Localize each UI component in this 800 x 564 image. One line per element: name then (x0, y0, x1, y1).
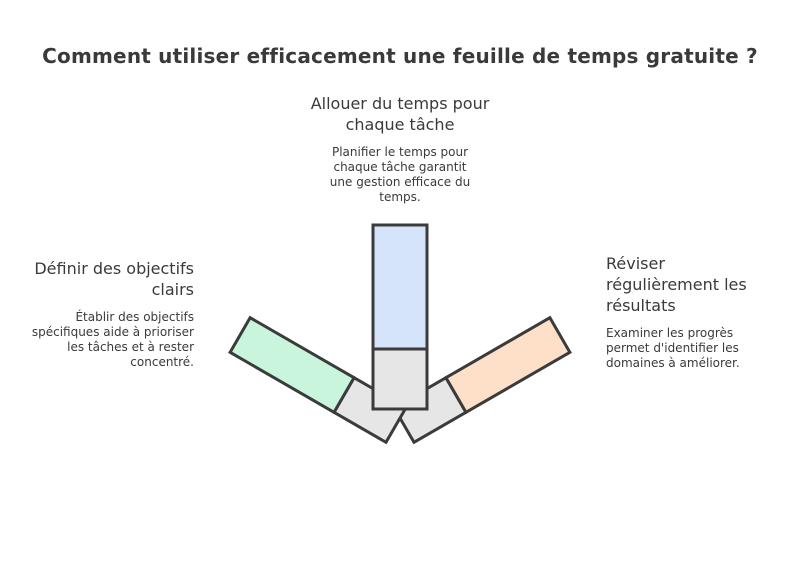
step-allocate-time-description: Planifier le temps pour chaque tâche garantit une gestion efficace du temps. (329, 145, 471, 204)
card-allocate-time-body (373, 225, 427, 349)
step-review-results-heading: Réviser régulièrement les résultats (606, 254, 747, 315)
step-define-goals-description: Établir des objectifs spécifiques aide à prioriser les tâches et à rester concentré. (31, 310, 194, 369)
step-allocate-time (300, 93, 500, 205)
diagram-title: Comment utiliser efficacement une feuille de temps gratuite ? (42, 44, 758, 68)
step-review-results (606, 253, 776, 371)
step-define-goals-heading: Définir des objectifs clairs (34, 259, 194, 299)
card-allocate-time (373, 225, 427, 409)
card-define-goals-body (230, 318, 354, 413)
step-allocate-time-heading: Allouer du temps pour chaque tâche (310, 94, 490, 134)
step-review-results-description: Examiner les progrès permet d'identifier les domaines à améliorer. (606, 326, 740, 370)
step-define-goals (28, 258, 194, 370)
card-review-results-body (446, 318, 570, 413)
card-allocate-time-stem (373, 349, 427, 409)
